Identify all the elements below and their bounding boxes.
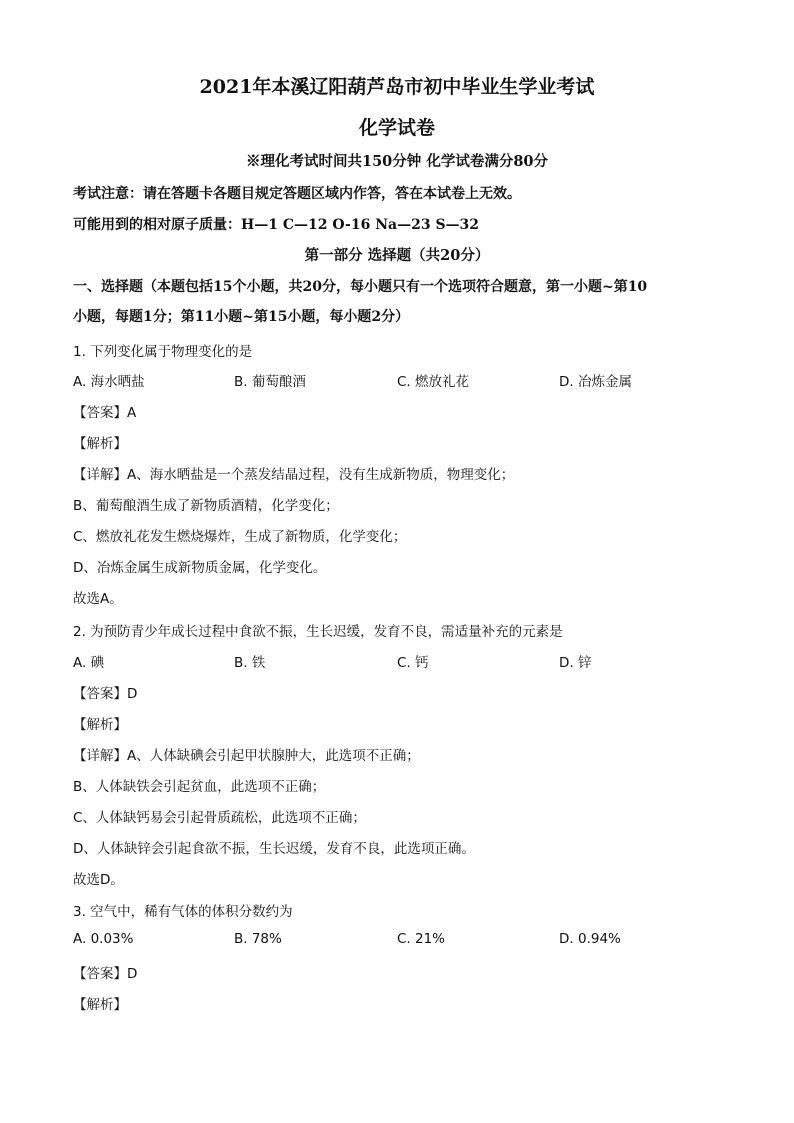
detail-line: 故选D。	[73, 872, 124, 888]
question-1-analysis: 【解析】	[73, 436, 127, 452]
question-1-detail	[73, 463, 514, 483]
question-1-answer: 【答案】A	[73, 405, 137, 421]
question-3-options	[73, 931, 753, 951]
detail-line: B、人体缺铁会引起贫血，此选项不正确；	[73, 779, 326, 795]
question-2-options	[73, 651, 753, 671]
option-b: B. 78%	[234, 931, 282, 947]
question-2-detail	[73, 744, 420, 764]
section-instructions-line2: 小题，每题1分；第11小题~第15小题，每小题2分）	[73, 309, 410, 325]
detail-label: 【详解】	[73, 748, 127, 764]
question-1-options	[73, 370, 753, 390]
exam-notice: 考试注意：请在答题卡各题目规定答题区域内作答，答在本试卷上无效。	[73, 186, 521, 202]
detail-line: A、海水晒盐是一个蒸发结晶过程，没有生成新物质，物理变化；	[127, 467, 515, 483]
detail-line: 故选A。	[73, 591, 123, 607]
part-heading: 第一部分 选择题（共20分）	[304, 247, 490, 264]
option-a: A. 海水晒盐	[73, 374, 145, 390]
detail-line: D、人体缺锌会引起食欲不振，生长迟缓，发育不良，此选项正确。	[73, 841, 475, 857]
question-3-analysis: 【解析】	[73, 997, 127, 1013]
exam-subtitle: 化学试卷	[358, 117, 435, 139]
option-c: C. 钙	[397, 655, 429, 671]
option-b: B. 铁	[234, 655, 266, 671]
option-d: D. 锌	[559, 655, 592, 671]
detail-label: 【详解】	[73, 467, 127, 483]
option-d: D. 0.94%	[559, 931, 621, 947]
detail-line: C、燃放礼花发生燃烧爆炸，生成了新物质，化学变化；	[73, 529, 407, 545]
question-2-answer: 【答案】D	[73, 686, 138, 702]
detail-line: B、葡萄酿酒生成了新物质酒精，化学变化；	[73, 498, 339, 514]
option-d: D. 冶炼金属	[559, 374, 632, 390]
option-a: A. 碘	[73, 655, 105, 671]
detail-line: C、人体缺钙易会引起骨质疏松，此选项不正确；	[73, 810, 366, 826]
question-3-stem: 3. 空气中，稀有气体的体积分数约为	[73, 904, 293, 920]
atomic-mass-line: 可能用到的相对原子质量：H—1 C—12 O-16 Na—23 S—32	[73, 217, 480, 233]
option-a: A. 0.03%	[73, 931, 134, 947]
question-1-stem: 1. 下列变化属于物理变化的是	[73, 344, 253, 360]
question-2-analysis: 【解析】	[73, 717, 127, 733]
time-note: ※理化考试时间共150分钟 化学试卷满分80分	[246, 153, 548, 170]
option-b: B. 葡萄酿酒	[234, 374, 306, 390]
section-instructions-line1: 一、选择题（本题包括15个小题，共20分，每小题只有一个选项符合题意，第一小题~第10	[73, 279, 648, 295]
option-c: C. 21%	[397, 931, 446, 947]
question-2-stem: 2. 为预防青少年成长过程中食欲不振，生长迟缓，发育不良，需适量补充的元素是	[73, 624, 563, 640]
question-3-answer: 【答案】D	[73, 966, 138, 982]
detail-line: A、人体缺碘会引起甲状腺肿大，此选项不正确；	[127, 748, 420, 764]
option-c: C. 燃放礼花	[397, 374, 470, 390]
detail-line: D、冶炼金属生成新物质金属，化学变化。	[73, 560, 327, 576]
exam-title: 2021年本溪辽阳葫芦岛市初中毕业生学业考试	[199, 76, 595, 98]
